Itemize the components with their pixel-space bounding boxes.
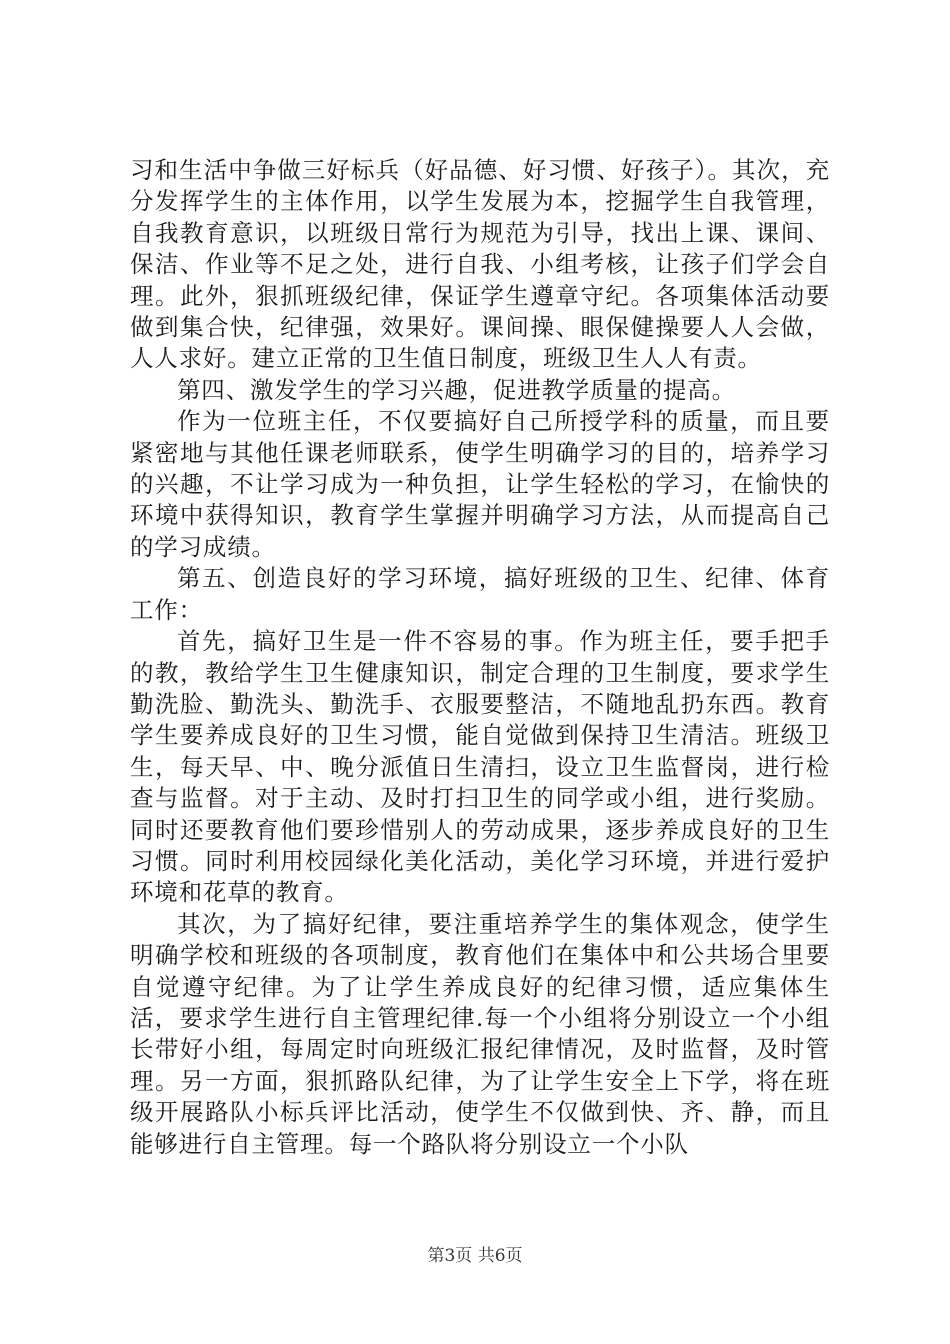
paragraph-learning-interest: 作为一位班主任，不仅要搞好自己所授学科的质量，而且要紧密地与其他任课老师联系，使学生明确学习的目的，培养学习的兴趣，不让学习成为一种负担，让学生轻松的学习，在愉快的环境中获得知识，教育学生掌握并明确学习方法，从而提高自己的学习成绩。 [130,407,830,561]
document-body [130,155,830,1160]
paragraph-discipline: 其次，为了搞好纪律，要注重培养学生的集体观念，使学生明确学校和班级的各项制度，教育他们在集体中和公共场合里要自觉遵守纪律。为了让学生养成良好的纪律习惯，适应集体生活，要求学生进行自主管理纪律.每一个小组将分别设立一个小组长带好小组，每周定时向班级汇报纪律情况，及时监督，及时管理。另一方面，狠抓路队纪律，为了让学生安全上下学，将在班级开展路队小标兵评比活动，使学生不仅做到快、齐、静，而且能够进行自主管理。每一个路队将分别设立一个小队 [130,909,830,1158]
paragraph-continuation: 习和生活中争做三好标兵（好品德、好习惯、好孩子）。其次，充分发挥学生的主体作用，以学生发展为本，挖掘学生自我管理，自我教育意识，以班级日常行为规范为引导，找出上课、课间、保洁、作业等不足之处，进行自我、小组考核，让孩子们学会自理。此外，狠抓班级纪律，保证学生遵章守纪。各项集体活动要做到集合快，纪律强，效果好。课间操、眼保健操要人人会做，人人求好。建立正常的卫生值日制度，班级卫生人人有责。 [130,156,830,373]
section-heading-four: 第四、激发学生的学习兴趣，促进教学质量的提高。 [177,375,736,404]
section-heading-five: 第五、创造良好的学习环境，搞好班级的卫生、纪律、体育工作： [130,564,830,624]
page-footer: 第3页 共6页 [427,1246,523,1266]
paragraph-hygiene: 首先，搞好卫生是一件不容易的事。作为班主任，要手把手的教，教给学生卫生健康知识，制定合理的卫生制度，要求学生勤洗脸、勤洗头、勤洗手、衣服要整洁，不随地乱扔东西。教育学生要养成良好的卫生习惯，能自觉做到保持卫生清洁。班级卫生，每天早、中、晚分派值日生清扫，设立卫生监督岗，进行检查与监督。对于主动、及时打扫卫生的同学或小组，进行奖励。同时还要教育他们要珍惜别人的劳动成果，逐步养成良好的卫生习惯。同时利用校园绿化美化活动，美化学习环境，并进行爱护环境和花草的教育。 [130,627,830,907]
